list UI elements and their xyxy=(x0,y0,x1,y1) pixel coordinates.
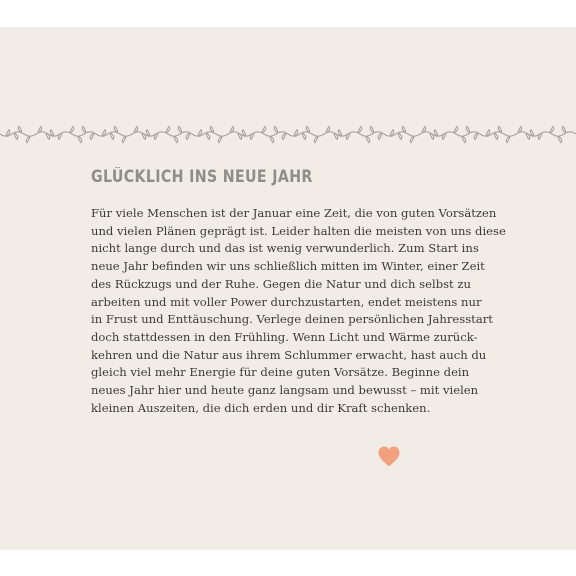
leaf-vine-icon xyxy=(0,123,576,145)
body-line: kleinen Auszeiten, die dich erden und dir Kraft schenken. xyxy=(91,400,431,415)
heart-icon xyxy=(376,444,402,468)
body-line: nicht lange durch und das ist wenig verwunderlich. Zum Start ins xyxy=(91,241,479,256)
body-line: neues Jahr hier und heute ganz langsam und bewusst – mit vielen xyxy=(91,383,479,398)
page-card xyxy=(0,27,576,550)
body-line: doch stattdessen in den Frühling. Wenn Licht und Wärme zurück- xyxy=(91,329,478,344)
body-line: in Frust und Enttäuschung. Verlege deinen persönlichen Jahresstart xyxy=(91,312,493,327)
body-line: und vielen Plänen geprägt ist. Leider halten die meisten von uns diese xyxy=(91,223,506,238)
body-paragraph xyxy=(91,205,511,417)
body-line: kehren und die Natur aus ihrem Schlummer erwacht, hast auch du xyxy=(91,347,487,362)
body-line: arbeiten und mit voller Power durchzustarten, endet meistens nur xyxy=(91,294,482,309)
body-line: neue Jahr befinden wir uns schließlich mitten im Winter, einer Zeit xyxy=(91,259,485,274)
body-line: des Rückzugs und der Ruhe. Gegen die Natur und dich selbst zu xyxy=(91,276,471,291)
body-line: gleich viel mehr Energie für deine guten Vorsätze. Beginne dein xyxy=(91,365,470,380)
body-line: Für viele Menschen ist der Januar eine Zeit, die von guten Vorsätzen xyxy=(91,206,497,220)
page-title: GLÜCKLICH INS NEUE JAHR xyxy=(91,167,313,186)
